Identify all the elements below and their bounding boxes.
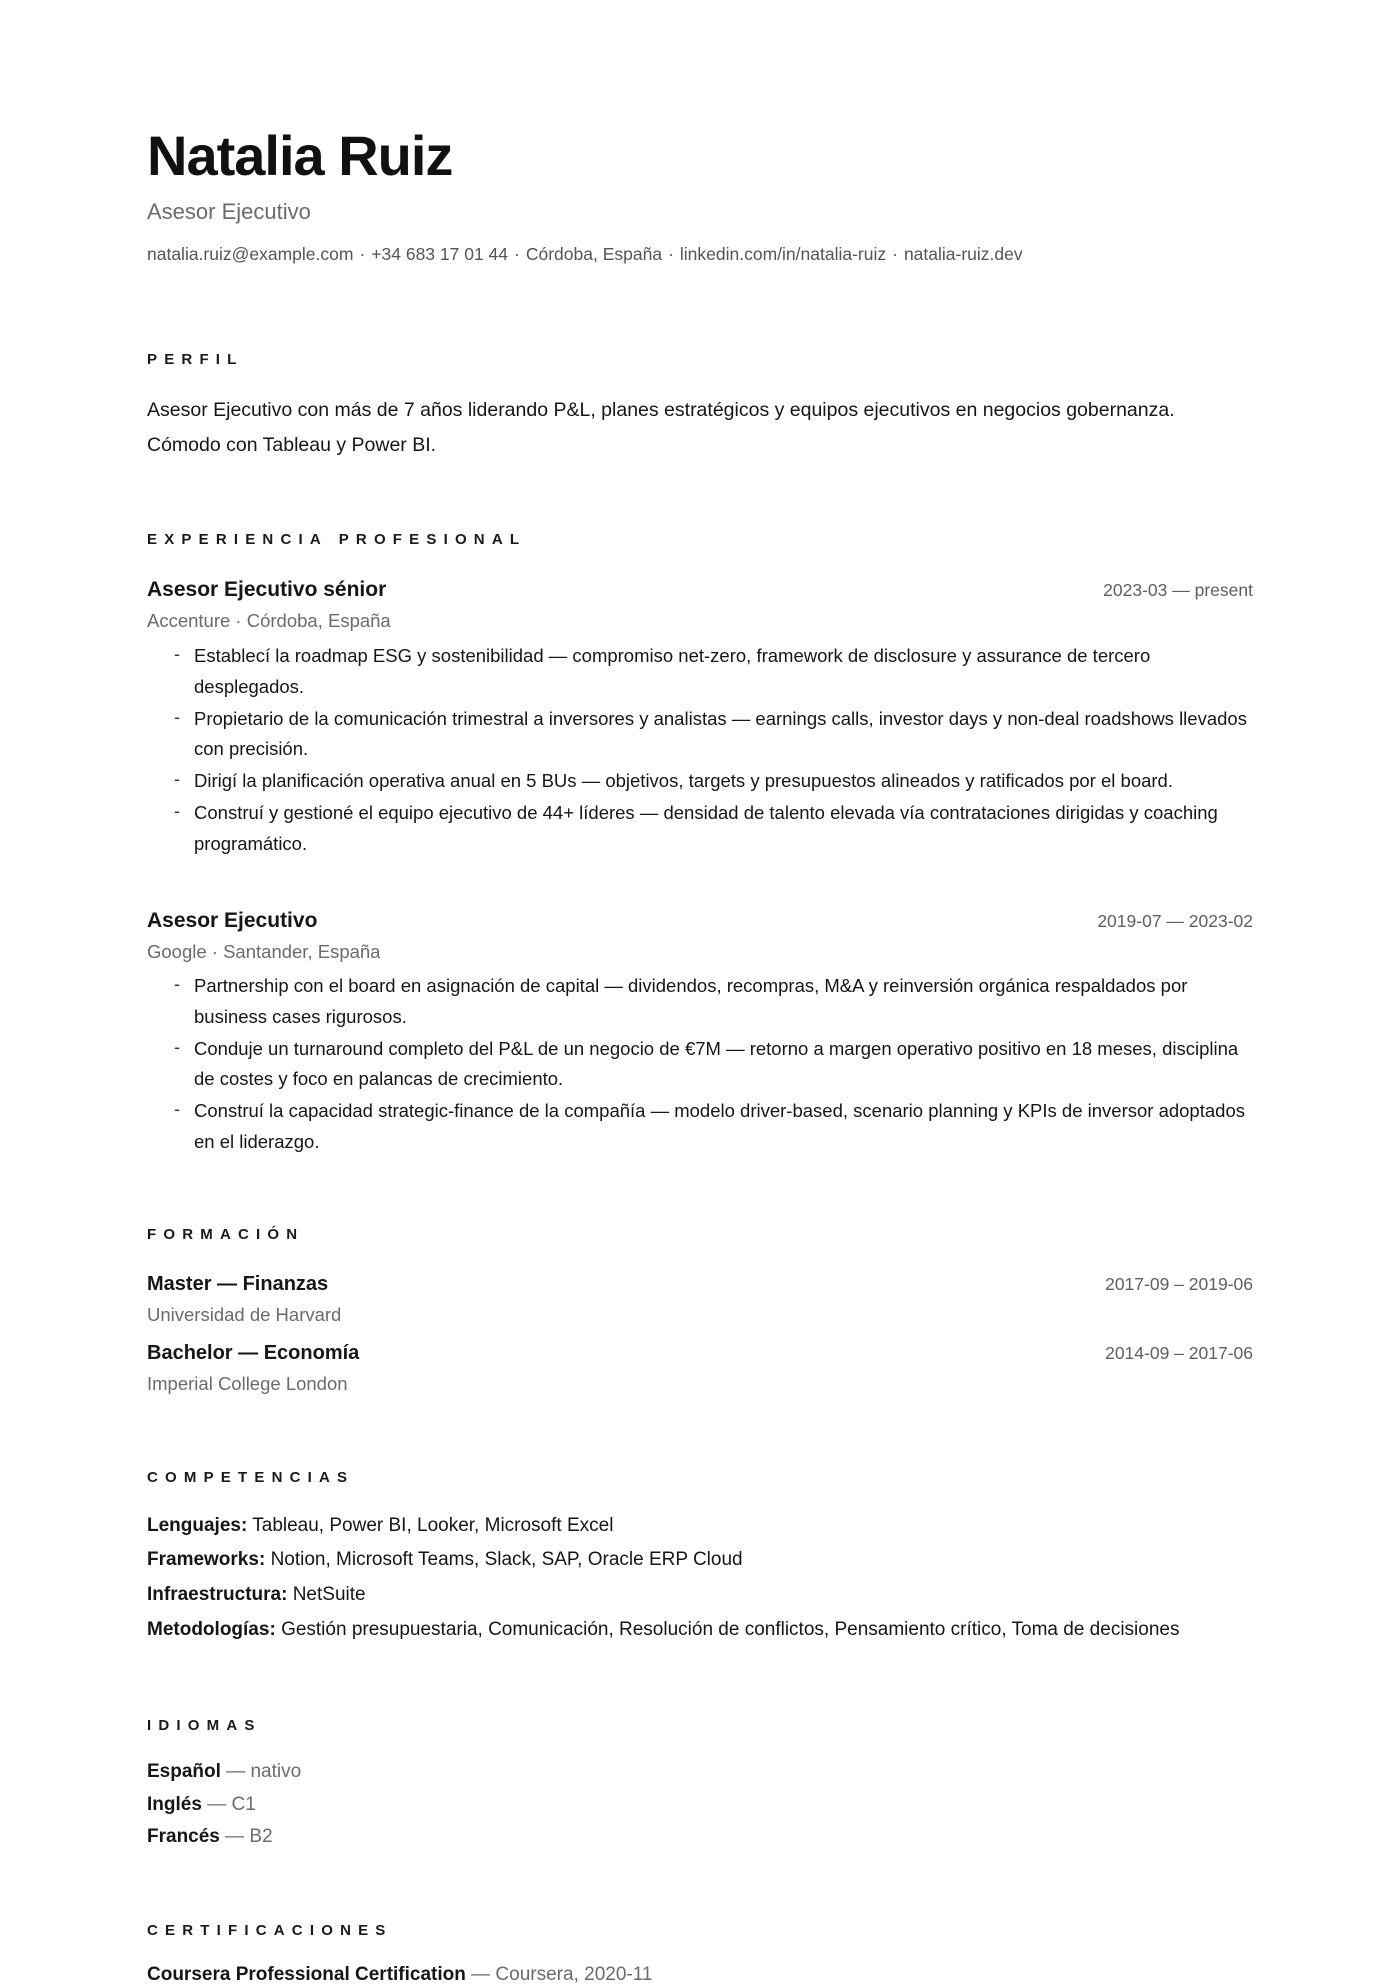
- skill-row: [147, 1584, 366, 1606]
- education-school: Universidad de Harvard: [147, 1304, 342, 1325]
- skill-value: Gestión presupuestaria, Comunicación, Resolución de conflictos, Pensamiento crítico, Toma de decisiones: [281, 1619, 1180, 1640]
- job-bullet: [174, 1034, 1253, 1095]
- section-title-profile: PERFIL: [147, 351, 244, 368]
- job-bullet: [174, 798, 1253, 859]
- education-degree: Bachelor — Economía: [147, 1342, 360, 1364]
- education-school: Imperial College London: [147, 1373, 348, 1394]
- section-title-certifications: CERTIFICACIONES: [147, 1922, 393, 1939]
- job-bullet: [174, 704, 1253, 765]
- job-bullet-text: Construí la capacidad strategic-finance de la compañía — modelo driver-based, scenario planning y KPIs de inversor adoptados en el liderazgo.: [194, 1100, 1245, 1152]
- language-row: [147, 1794, 256, 1816]
- skill-row: [147, 1619, 1179, 1641]
- job-bullets: [174, 971, 1253, 1159]
- skill-label: Lenguajes:: [147, 1515, 248, 1536]
- skill-row: [147, 1515, 613, 1537]
- education-dates: 2017-09 – 2019-06: [1105, 1274, 1253, 1294]
- candidate-name: Natalia Ruiz: [147, 124, 453, 187]
- job-dates: 2023-03 — present: [1103, 580, 1253, 600]
- education-dates: 2014-09 – 2017-06: [1105, 1343, 1253, 1363]
- skill-row: [147, 1549, 743, 1571]
- bullet-dash: -: [174, 1036, 180, 1057]
- skill-value: NetSuite: [292, 1584, 366, 1605]
- job-title: Asesor Ejecutivo sénior: [147, 578, 387, 601]
- job-company-location: Google · Santander, España: [147, 941, 381, 962]
- skill-label: Metodologías:: [147, 1619, 276, 1640]
- job-dates: 2019-07 — 2023-02: [1097, 911, 1253, 931]
- language-level: — nativo: [226, 1761, 302, 1782]
- section-title-languages: IDIOMAS: [147, 1717, 262, 1734]
- section-title-skills: COMPETENCIAS: [147, 1469, 355, 1486]
- bullet-dash: -: [174, 1099, 180, 1119]
- skill-label: Infraestructura:: [147, 1584, 288, 1605]
- job-bullet-text: Partnership con el board en asignación de capital — dividendos, recompras, M&A y reinversión orgánica respaldados por business cases rigurosos.: [194, 975, 1188, 1027]
- job-bullet: [174, 971, 1253, 1032]
- skill-value: Tableau, Power BI, Looker, Microsoft Excel: [252, 1515, 614, 1536]
- bullet-dash: -: [174, 974, 180, 994]
- language-name: Español: [147, 1761, 221, 1782]
- candidate-role: Asesor Ejecutivo: [147, 199, 311, 224]
- job-bullet: [174, 641, 1253, 702]
- skill-label: Frameworks:: [147, 1549, 266, 1570]
- language-name: Francés: [147, 1826, 220, 1847]
- contact-location: Córdoba, España: [525, 244, 663, 264]
- job-bullet-text: Propietario de la comunicación trimestral a inversores y analistas — earnings calls, investor days y non-deal roadshows llevados con precisión.: [194, 707, 1247, 759]
- language-level: — C1: [207, 1794, 256, 1815]
- contact-website[interactable]: natalia-ruiz.dev: [903, 244, 1023, 264]
- job-bullets: [174, 641, 1253, 861]
- contact-separator: ·: [514, 244, 520, 264]
- job-bullet-text: Dirigí la planificación operativa anual en 5 BUs — objetivos, targets y presupuestos alineados y ratificados por el board.: [194, 770, 1173, 791]
- skill-value: Notion, Microsoft Teams, Slack, SAP, Oracle ERP Cloud: [270, 1549, 743, 1570]
- job-bullet: [174, 766, 1253, 797]
- job-company-location: Accenture · Córdoba, España: [147, 610, 391, 631]
- bullet-dash: -: [174, 706, 180, 727]
- certification-name: Coursera Professional Certification: [147, 1964, 466, 1985]
- contact-separator: ·: [892, 244, 898, 264]
- contact-separator: ·: [359, 244, 366, 264]
- contact-email[interactable]: natalia.ruiz@example.com: [147, 244, 354, 264]
- job-bullet: [174, 1096, 1253, 1157]
- contact-line: [147, 244, 1023, 265]
- job-bullet-text: Construí y gestioné el equipo ejecutivo de 44+ líderes — densidad de talento elevada vía contrataciones dirigidas y coaching programático.: [194, 802, 1218, 854]
- education-degree: Master — Finanzas: [147, 1273, 329, 1295]
- language-level: — B2: [225, 1826, 273, 1847]
- certification-meta: — Coursera, 2020-11: [471, 1964, 653, 1985]
- bullet-dash: -: [174, 801, 180, 821]
- profile-summary: Asesor Ejecutivo con más de 7 años liderando P&L, planes estratégicos y equipos ejecutivos en negocios gobernanza. Cómodo con Tableau y Power BI.: [147, 399, 1175, 456]
- job-title: Asesor Ejecutivo: [147, 909, 318, 932]
- contact-phone[interactable]: +34 683 17 01 44: [371, 244, 509, 264]
- contact-linkedin[interactable]: linkedin.com/in/natalia-ruiz: [679, 244, 887, 264]
- bullet-dash: -: [174, 769, 180, 789]
- certification-row: [147, 1964, 652, 1986]
- language-row: [147, 1826, 273, 1848]
- job-bullet-text: Establecí la roadmap ESG y sostenibilidad — compromiso net-zero, framework de disclosure y assurance de tercero desplegados.: [194, 645, 1151, 697]
- bullet-dash: -: [174, 644, 180, 664]
- section-title-experience: EXPERIENCIA PROFESIONAL: [147, 531, 527, 548]
- contact-separator: ·: [668, 244, 674, 264]
- language-name: Inglés: [147, 1794, 202, 1815]
- language-row: [147, 1761, 301, 1783]
- job-bullet-text: Conduje un turnaround completo del P&L de un negocio de €7M — retorno a margen operativo positivo en 18 meses, disciplina de costes y foco en palancas de crecimiento.: [194, 1037, 1239, 1089]
- section-title-education: FORMACIÓN: [147, 1226, 305, 1243]
